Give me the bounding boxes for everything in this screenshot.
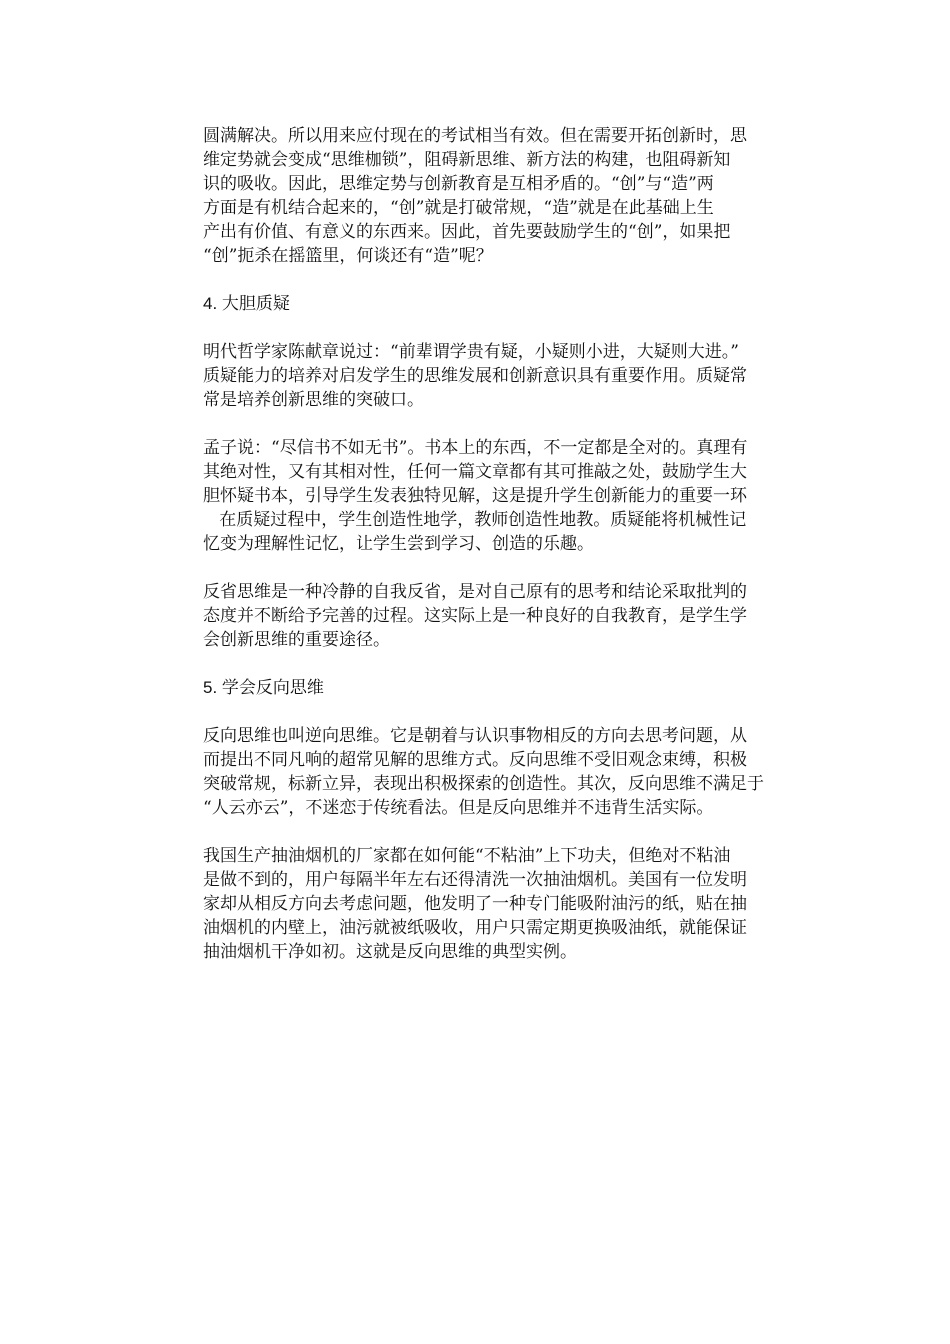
text-line: 其绝对性，又有其相对性，任何一篇文章都有其可推敲之处，鼓励学生大	[203, 462, 747, 482]
text-line: 是做不到的，用户每隔半年左右还得清洗一次抽油烟机。美国有一位发明	[203, 870, 747, 890]
text-line: 会创新思维的重要途径。	[203, 630, 390, 650]
text-line: 常是培养创新思维的突破口。	[203, 390, 424, 410]
text-line: 圆满解决。所以用来应付现在的考试相当有效。但在需要开拓创新时，思	[203, 126, 747, 146]
paragraph-mencius	[203, 436, 807, 556]
document-body	[203, 124, 807, 988]
text-line: 抽油烟机干净如初。这就是反向思维的典型实例。	[203, 942, 577, 962]
text-line: 明代哲学家陈献章说过：“前辈谓学贵有疑，小疑则小进，大疑则大进。”	[203, 342, 739, 362]
text-line: 维定势就会变成“思维枷锁”，阻碍新思维、新方法的构建，也阻碍新知	[203, 150, 731, 170]
text-line: 反向思维也叫逆向思维。它是朝着与认识事物相反的方向去思考问题，从	[203, 726, 747, 746]
text-line: 反省思维是一种冷静的自我反省，是对自己原有的思考和结论采取批判的	[203, 582, 747, 602]
text-line: 我国生产抽油烟机的厂家都在如何能“不粘油”上下功夫，但绝对不粘油	[203, 846, 731, 866]
text-line: 在质疑过程中，学生创造性地学，教师创造性地教。质疑能将机械性记	[203, 510, 747, 530]
text-line: 方面是有机结合起来的，“创”就是打破常规，“造”就是在此基础上生	[203, 198, 714, 218]
paragraph-thinking-set	[203, 124, 807, 268]
text-line: 突破常规，标新立异，表现出积极探索的创造性。其次，反向思维不满足于	[203, 774, 764, 794]
text-line: 忆变为理解性记忆，让学生尝到学习、创造的乐趣。	[203, 534, 594, 554]
section-heading-bold-questioning: 4. 大胆质疑	[203, 294, 290, 313]
text-line: 油烟机的内壁上，油污就被纸吸收，用户只需定期更换吸油纸，就能保证	[203, 918, 747, 938]
paragraph-reverse-thinking-definition	[203, 724, 807, 820]
section-heading-reverse-thinking: 5. 学会反向思维	[203, 678, 324, 697]
text-line: 孟子说：“尽信书不如无书”。书本上的东西，不一定都是全对的。真理有	[203, 438, 748, 458]
text-line: “创”扼杀在摇篮里，何谈还有“造”呢？	[203, 246, 493, 266]
paragraph-reflective-thinking	[203, 580, 807, 652]
text-line: 态度并不断给予完善的过程。这实际上是一种良好的自我教育，是学生学	[203, 606, 747, 626]
text-line: “人云亦云”，不迷恋于传统看法。但是反向思维并不违背生活实际。	[203, 798, 714, 818]
text-line: 质疑能力的培养对启发学生的思维发展和创新意识具有重要作用。质疑常	[203, 366, 747, 386]
text-line: 而提出不同凡响的超常见解的思维方式。反向思维不受旧观念束缚，积极	[203, 750, 747, 770]
text-line: 产出有价值、有意义的东西来。因此，首先要鼓励学生的“创”，如果把	[203, 222, 731, 242]
paragraph-range-hood-example	[203, 844, 807, 964]
text-line: 胆怀疑书本，引导学生发表独特见解，这是提升学生创新能力的重要一环	[203, 486, 747, 506]
text-line: 识的吸收。因此，思维定势与创新教育是互相矛盾的。“创”与“造”两	[203, 174, 714, 194]
text-line: 家却从相反方向去考虑问题，他发明了一种专门能吸附油污的纸，贴在抽	[203, 894, 747, 914]
paragraph-chen-xianzhang	[203, 340, 807, 412]
